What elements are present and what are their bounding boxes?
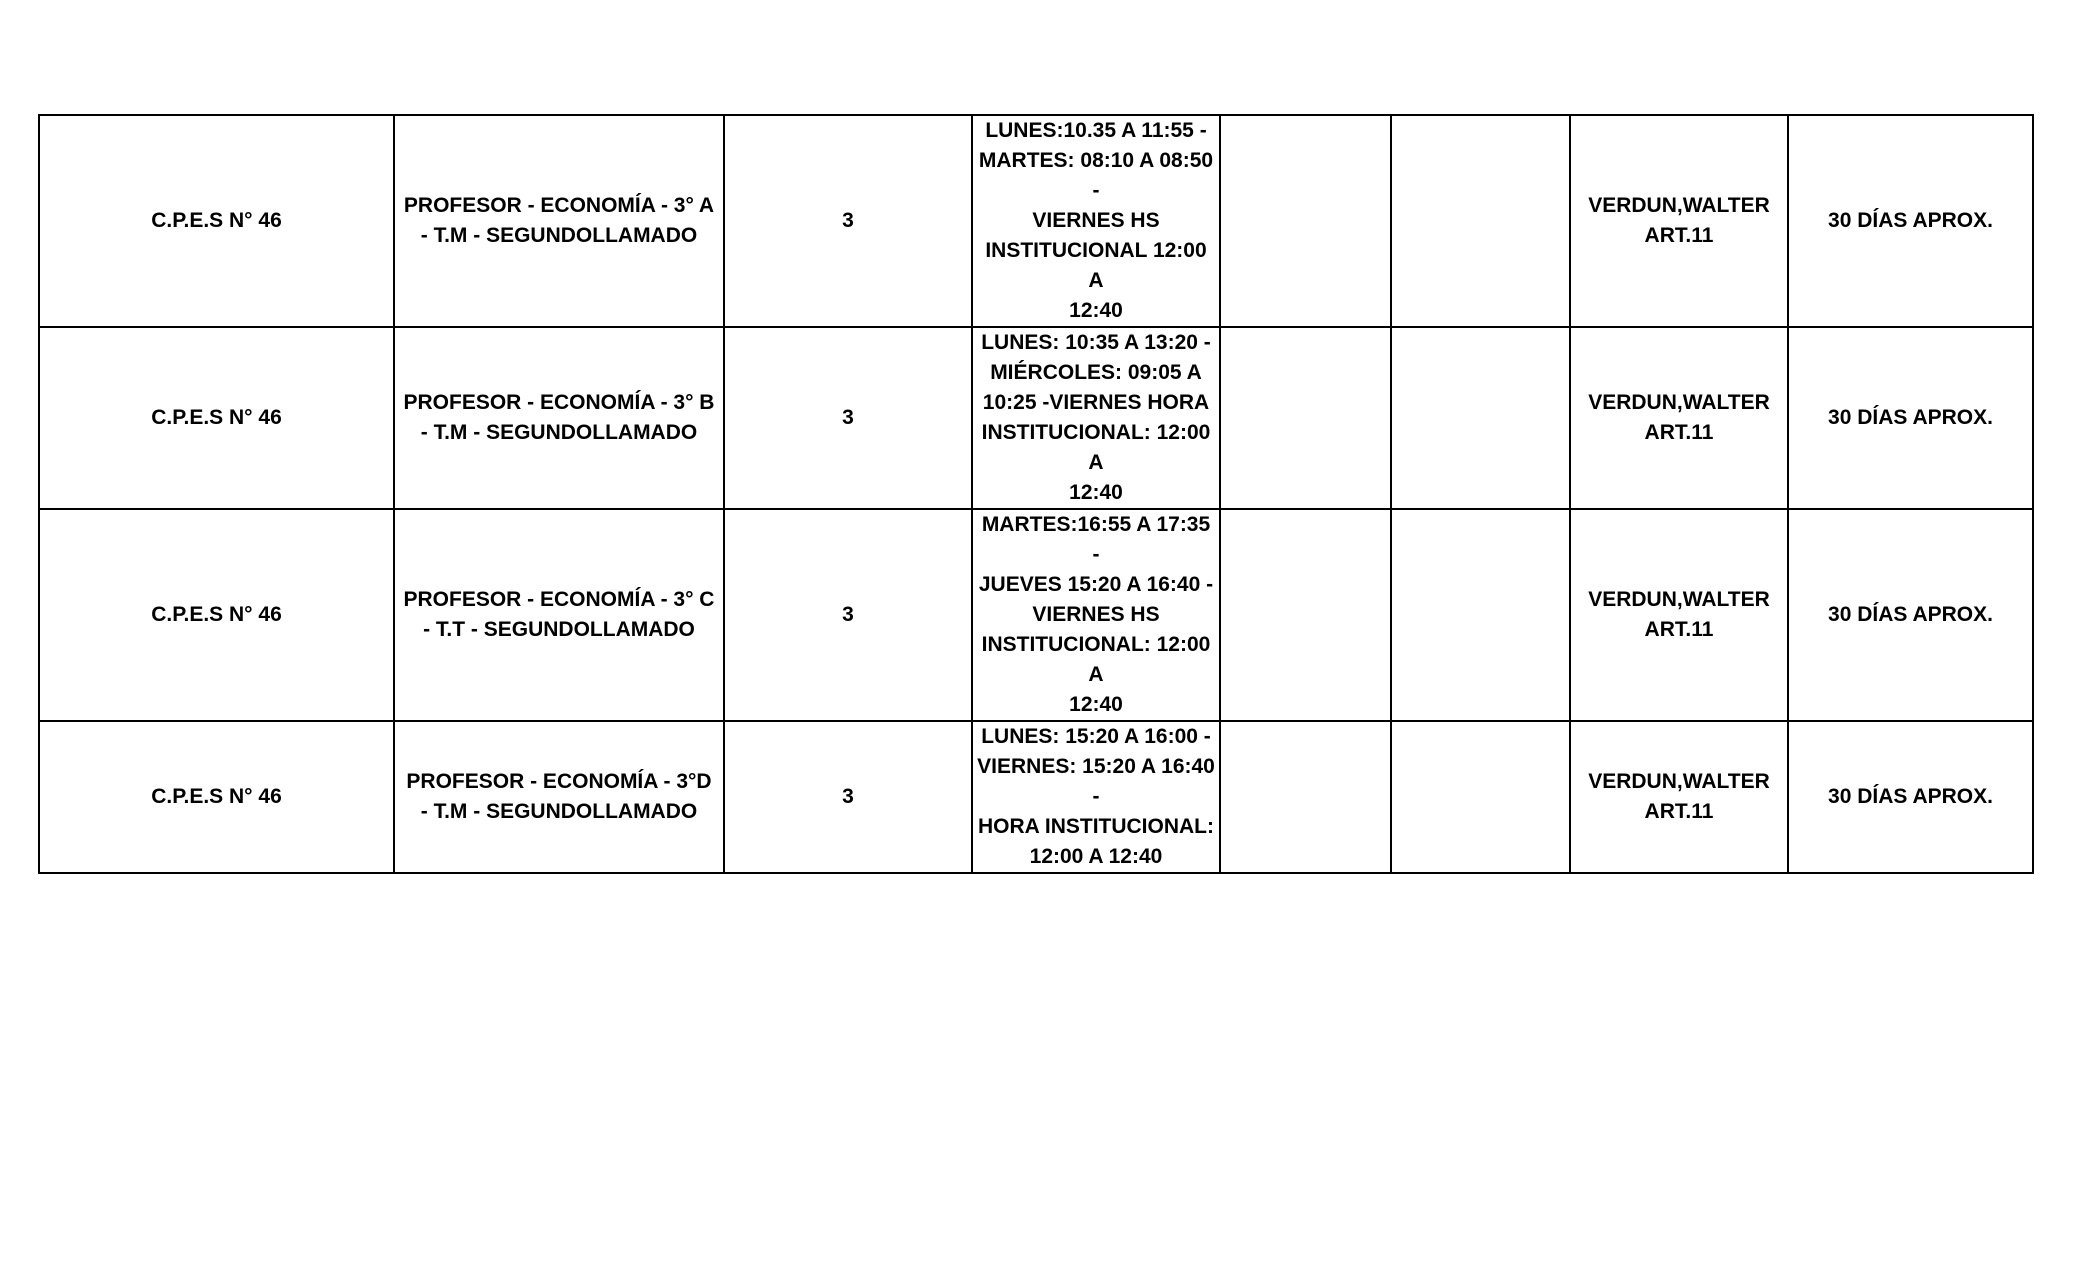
duration-cell [1788,509,2033,721]
empty-cell [1220,327,1391,509]
hours-cell [724,721,972,873]
duration-text: 30 DÍAS APROX. [1828,785,1993,808]
holder-cell [1570,509,1788,721]
school-text: C.P.E.S N° 46 [151,209,282,232]
school-cell [39,509,394,721]
position-text: PROFESOR - ECONOMÍA - 3° A - T.M - SEGUNDOLLAMADO [403,194,715,247]
position-cell [394,721,724,873]
hours-text: 3 [842,406,854,429]
schedule-text: LUNES: 10:35 A 13:20 - MIÉRCOLES: 09:05 A 10:25 -VIERNES HORA INSTITUCIONAL: 12:00 A 12:40 [981,331,1211,504]
position-cell [394,115,724,327]
holder-text: VERDUN,WALTER ART.11 [1588,194,1770,247]
hours-text: 3 [842,209,854,232]
holder-text: VERDUN,WALTER ART.11 [1588,770,1770,823]
table-row [39,509,2033,721]
duration-cell [1788,721,2033,873]
position-text: PROFESOR - ECONOMÍA - 3° B - T.M - SEGUNDOLLAMADO [403,391,715,444]
holder-cell [1570,115,1788,327]
duration-cell [1788,327,2033,509]
holder-cell [1570,327,1788,509]
holder-text: VERDUN,WALTER ART.11 [1588,391,1770,444]
duration-text: 30 DÍAS APROX. [1828,209,1993,232]
empty-cell [1220,721,1391,873]
vacancy-table [38,114,2034,874]
position-text: PROFESOR - ECONOMÍA - 3° C - T.T - SEGUNDOLLAMADO [403,588,715,641]
empty-cell [1391,115,1570,327]
position-cell [394,509,724,721]
schedule-cell [972,509,1220,721]
table-row [39,115,2033,327]
school-cell [39,327,394,509]
school-cell [39,721,394,873]
school-cell [39,115,394,327]
hours-cell [724,327,972,509]
schedule-text: LUNES: 15:20 A 16:00 - VIERNES: 15:20 A 16:40 - HORA INSTITUCIONAL: 12:00 A 12:40 [977,725,1215,868]
schedule-text: MARTES:16:55 A 17:35 - JUEVES 15:20 A 16:40 - VIERNES HS INSTITUCIONAL: 12:00 A 12:40 [978,513,1214,716]
holder-text: VERDUN,WALTER ART.11 [1588,588,1770,641]
school-text: C.P.E.S N° 46 [151,406,282,429]
schedule-cell [972,115,1220,327]
table-row [39,327,2033,509]
empty-cell [1220,509,1391,721]
empty-cell [1391,509,1570,721]
schedule-text: LUNES:10.35 A 11:55 - MARTES: 08:10 A 08:50 - VIERNES HS INSTITUCIONAL 12:00 A 12:40 [978,119,1214,322]
duration-cell [1788,115,2033,327]
school-text: C.P.E.S N° 46 [151,785,282,808]
duration-text: 30 DÍAS APROX. [1828,406,1993,429]
school-text: C.P.E.S N° 46 [151,603,282,626]
empty-cell [1391,721,1570,873]
duration-text: 30 DÍAS APROX. [1828,603,1993,626]
empty-cell [1391,327,1570,509]
hours-text: 3 [842,785,854,808]
hours-cell [724,115,972,327]
hours-text: 3 [842,603,854,626]
table-row [39,721,2033,873]
empty-cell [1220,115,1391,327]
holder-cell [1570,721,1788,873]
position-text: PROFESOR - ECONOMÍA - 3°D - T.M - SEGUNDOLLAMADO [406,770,712,823]
position-cell [394,327,724,509]
schedule-cell [972,327,1220,509]
hours-cell [724,509,972,721]
schedule-cell [972,721,1220,873]
